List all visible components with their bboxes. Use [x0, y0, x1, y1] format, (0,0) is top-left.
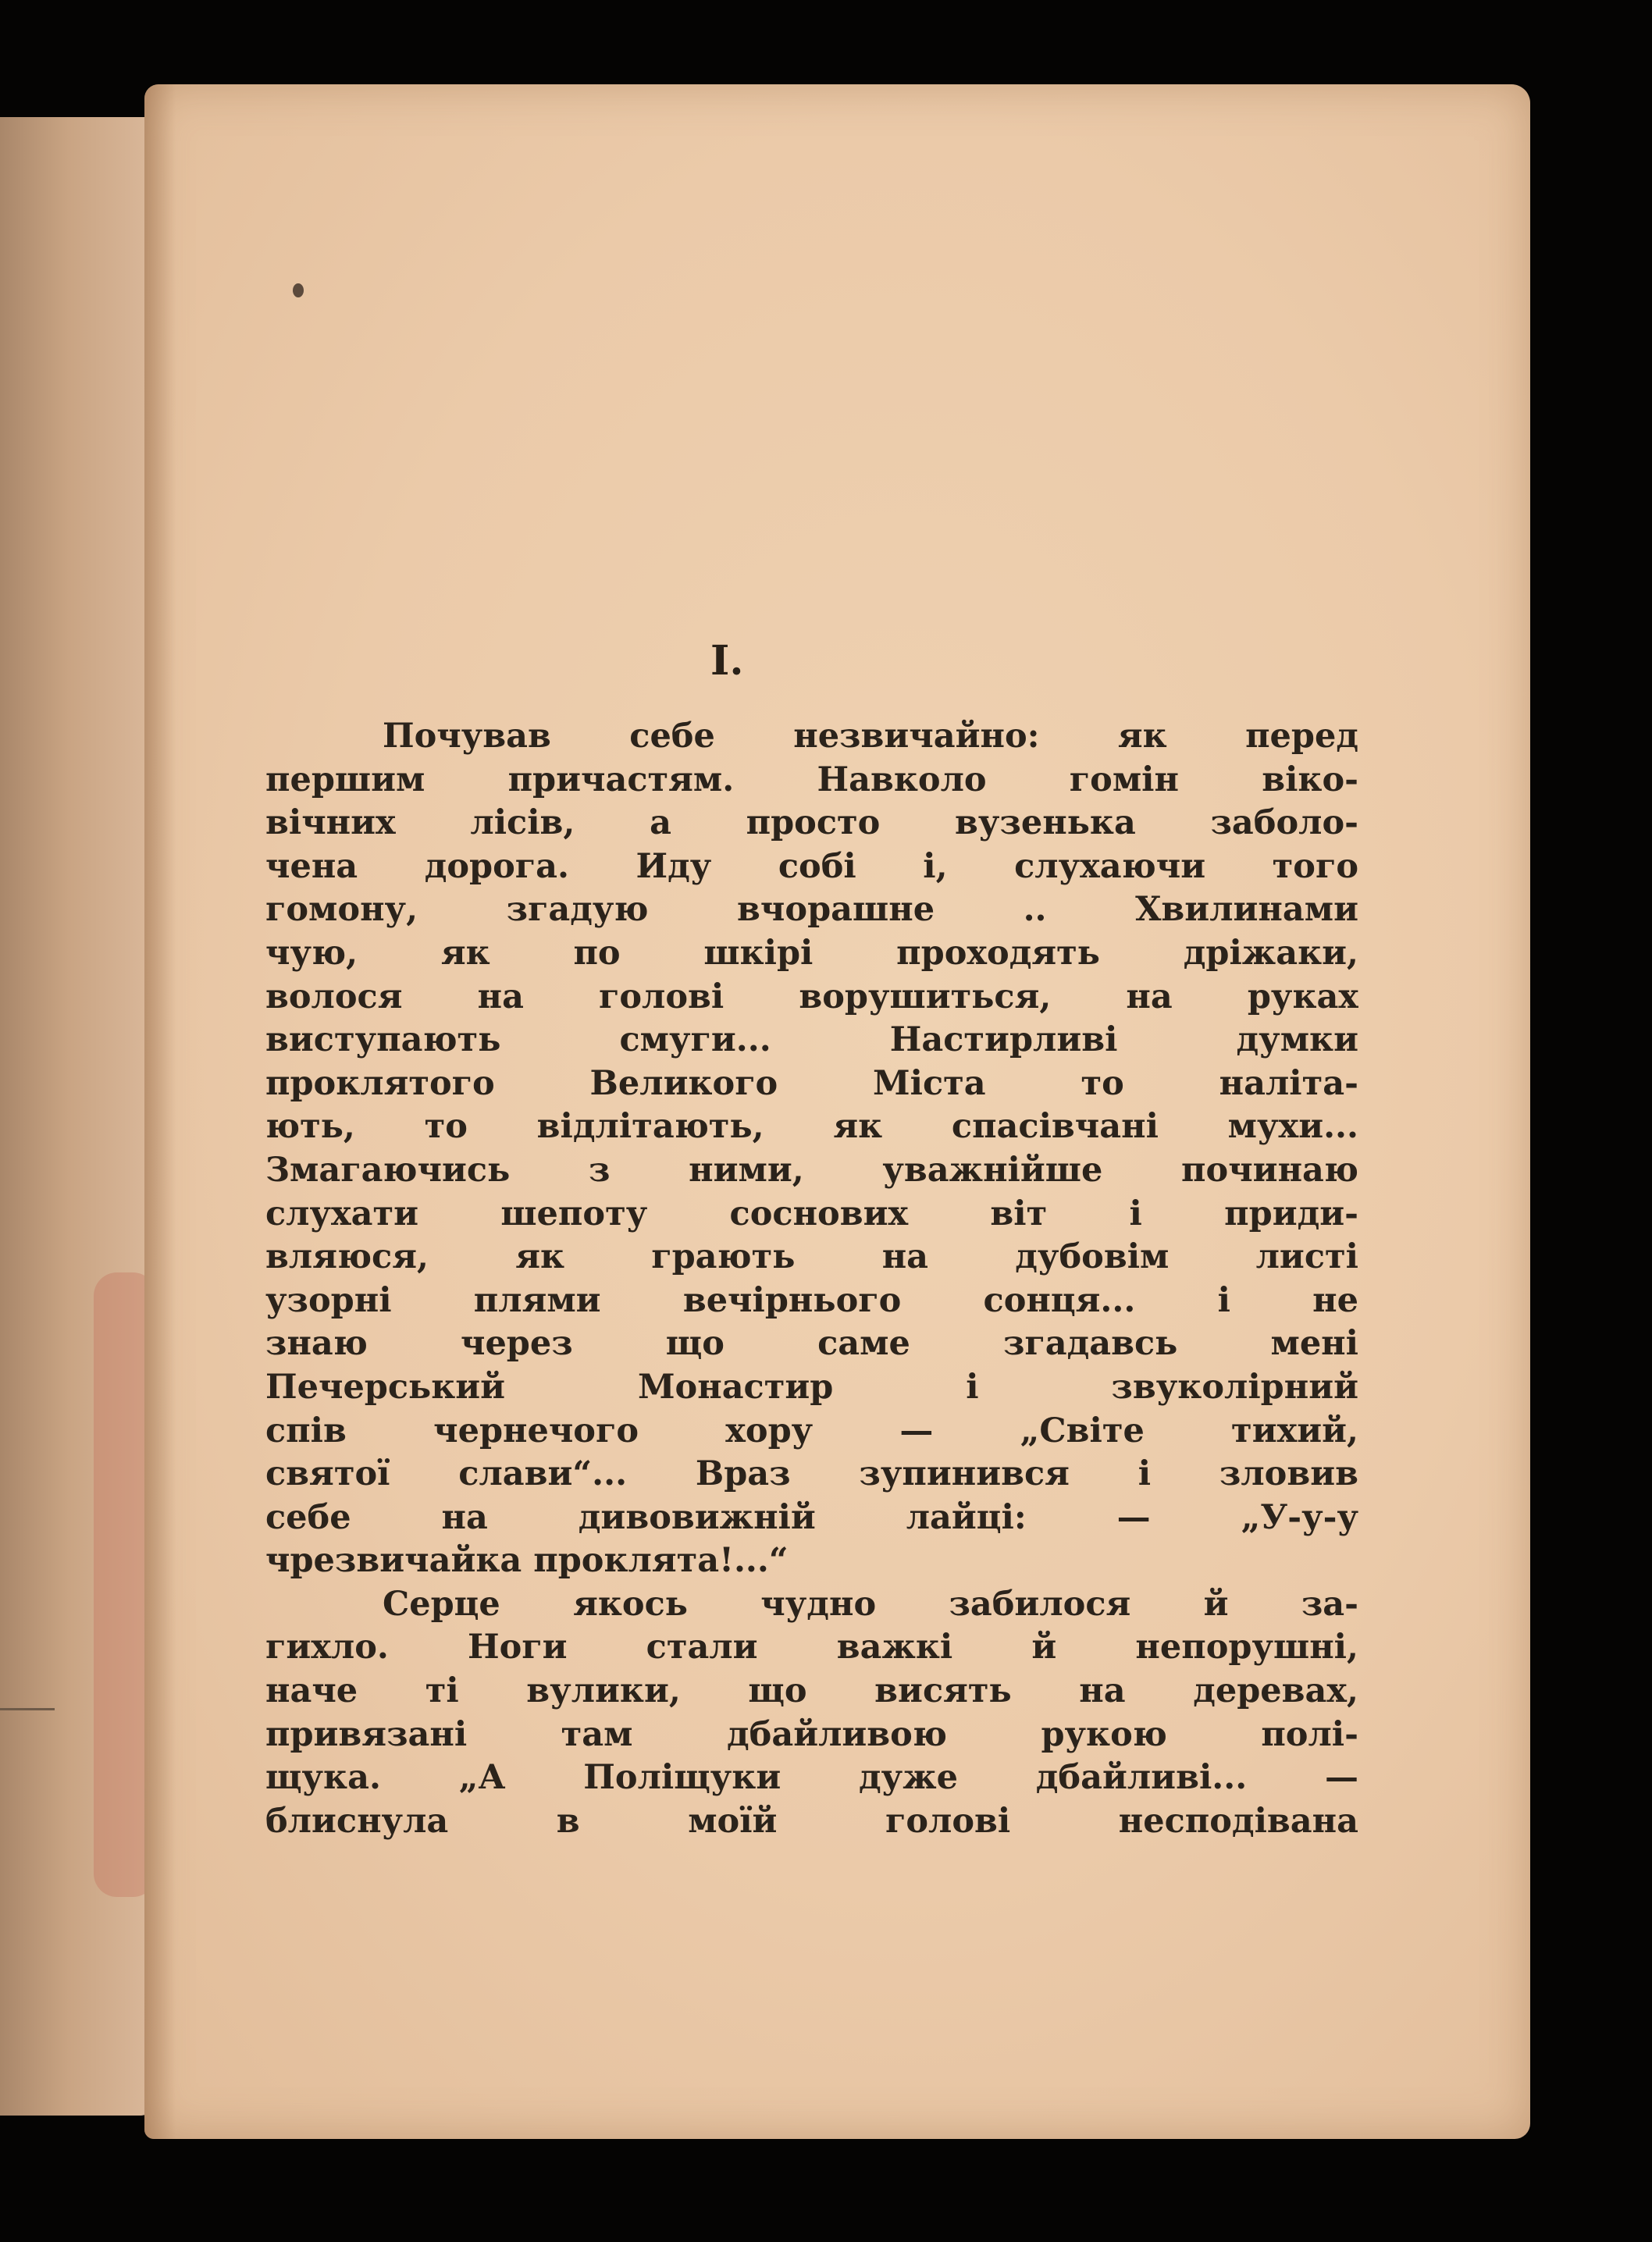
text-line: узорні плями вечірнього сонця... і не: [265, 1280, 1358, 1320]
text-line: Печерський Монастир і звуколірний: [265, 1367, 1358, 1407]
text-line: чена дорога. Иду собі і, слухаючи того: [265, 846, 1358, 886]
chapter-heading: I.: [710, 637, 744, 685]
page-spine-shadow: [144, 84, 176, 2139]
text-line: святої слави“... Враз зупинився і зловив: [265, 1454, 1358, 1494]
text-line: себе на дивовижній лайці: — „У-у-у: [265, 1497, 1358, 1537]
text-line: слухати шепоту соснових віт і приди-: [265, 1194, 1358, 1233]
text-line: гихло. Ноги стали важкі й непорушні,: [265, 1628, 1358, 1667]
text-line: чрезвичайка проклята!...“: [265, 1541, 789, 1581]
show-through-from-reverse: [336, 350, 1351, 685]
text-line: наче ті вулики, що висять на деревах,: [265, 1671, 1358, 1711]
text-line: ють, то відлітають, як спасівчані мухи...: [265, 1107, 1358, 1147]
text-line: вляюся, як грають на дубовім листі: [265, 1237, 1358, 1277]
text-line: першим причастям. Навколо гомін віко-: [265, 760, 1358, 799]
text-line: волося на голові ворушиться, на руках: [265, 977, 1358, 1016]
book-page: [144, 84, 1530, 2139]
text-line: Серце якось чудно забилося й за-: [383, 1584, 1358, 1624]
ink-spot: [293, 283, 304, 297]
previous-page-edge: [0, 117, 152, 2116]
text-line: Почував себе незвичайно: як перед: [383, 717, 1358, 756]
text-line: гомону, згадую вчорашне .. Хвилинами: [265, 890, 1358, 930]
text-line: блиснула в моїй голові несподівана: [265, 1801, 1358, 1841]
text-line: проклятого Великого Міста то наліта-: [265, 1063, 1358, 1103]
printed-rule-fragment: [0, 1708, 55, 1710]
text-line: щука. „А Поліщуки дуже дбайливі... —: [265, 1758, 1358, 1798]
text-line: виступають смуги... Настирливі думки: [265, 1020, 1358, 1060]
text-line: чую, як по шкірі проходять дріжаки,: [265, 933, 1358, 973]
text-line: Змагаючись з ними, уважнійше починаю: [265, 1150, 1358, 1190]
text-line: привязані там дбайливою рукою полі-: [265, 1714, 1358, 1754]
chapter-text: [265, 715, 1358, 1843]
text-line: вічних лісів, а просто вузенька заболо-: [265, 803, 1358, 843]
text-line: спів чернечого хору — „Світе тихий,: [265, 1411, 1358, 1450]
text-line: знаю через що саме згадавсь мені: [265, 1324, 1358, 1364]
